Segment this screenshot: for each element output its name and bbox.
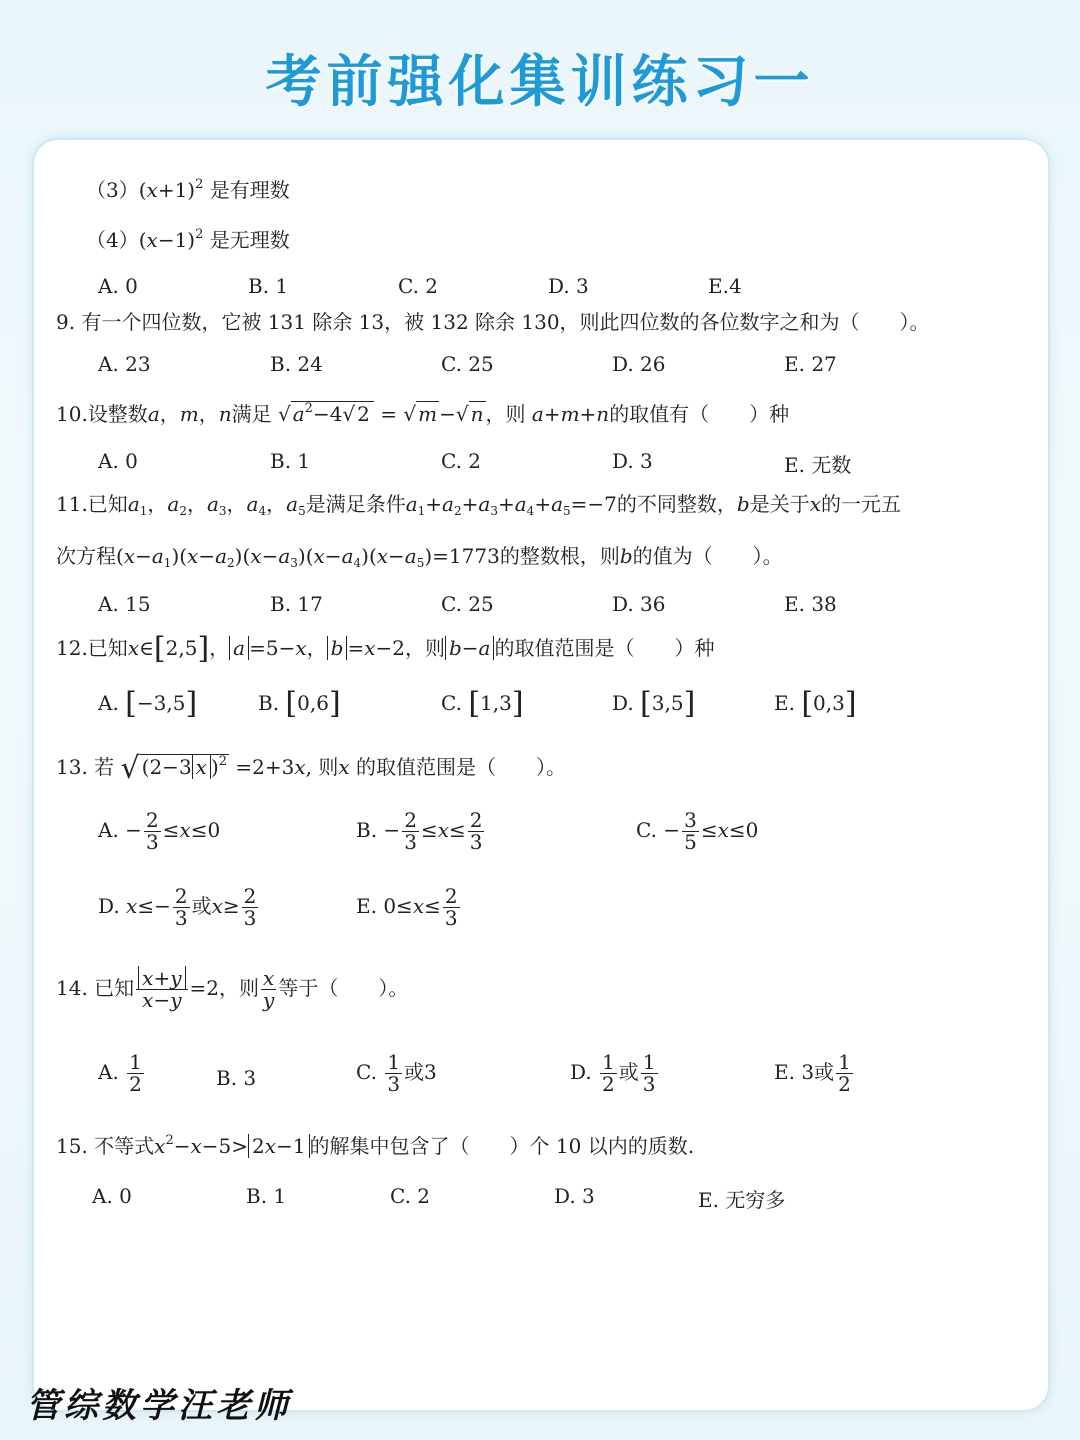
- q15-option-d[interactable]: D. 3: [554, 1184, 595, 1208]
- q13-option-b[interactable]: B. − $\frac{2}{3}$ ≤x≤ $\frac{2}{3}$: [356, 808, 483, 854]
- q9-text: 9. 有一个四位数，它被 131 除余 13，被 132 除余 130，则此四位数的各位数字之和为（ ）。: [56, 310, 930, 334]
- q13-option-c[interactable]: C. − $\frac{3}{5}$ ≤x≤0: [636, 808, 759, 854]
- q11-text-line2: 次方程$(x-a_1)(x-a_2)(x-a_3)(x-a_4)(x-a_5)=1773$的整数根，则b的值为（ ）。: [56, 544, 783, 570]
- q12-option-a[interactable]: A. [−3,5]: [98, 686, 198, 721]
- q14-option-a[interactable]: A. $\frac{1}{2}$: [98, 1050, 142, 1096]
- q11-text-line1: 11.已知$a_1$，$a_2$，$a_3$，$a_4$，$a_5$是满足条件$a_1+a_2+a_3+a_4+a_5=-7$的不同整数，b是关于x的一元五: [56, 492, 901, 518]
- q15-option-e[interactable]: E. 无穷多: [698, 1188, 786, 1212]
- q13-option-e[interactable]: E. 0≤x≤ $\frac{2}{3}$: [356, 884, 458, 930]
- q10-option-c[interactable]: C. 2: [441, 449, 482, 473]
- q14-option-e[interactable]: E. 3或 $\frac{1}{2}$: [774, 1050, 851, 1096]
- q8-option-a[interactable]: A. 0: [98, 274, 138, 298]
- q11-option-b[interactable]: B. 17: [270, 592, 323, 616]
- q13-text: 13. 若 √ (2−3 x )$^2$ =2+3x, 则x 的取值范围是（ ）。: [56, 751, 567, 786]
- q15-option-a[interactable]: A. 0: [92, 1184, 132, 1208]
- q12-option-b[interactable]: B. [0,6]: [258, 686, 341, 721]
- q15-text: 15. 不等式$x^2-x-5> 2x-1$ 的解集中包含了（ ）个 10 以内的质数.: [56, 1133, 695, 1158]
- q12-text: 12.已知x∈[2,5]， a =5−x， b =x−2，则 b−a 的取值范围是（ ）种: [56, 631, 715, 666]
- q12-option-c[interactable]: C. [1,3]: [441, 686, 524, 721]
- q8-option-d[interactable]: D. 3: [548, 274, 589, 298]
- q10-text: 10.设整数a，m，n满足 √ $a^2-4√$ 2 = √ m −√ n ，则 a+m+n的取值有（ ）种: [56, 401, 790, 426]
- q13-option-a[interactable]: A. − $\frac{2}{3}$ ≤x≤0: [98, 808, 221, 854]
- q11-option-e[interactable]: E. 38: [784, 592, 837, 616]
- q10-option-b[interactable]: B. 1: [270, 449, 311, 473]
- q13-option-d[interactable]: D. x≤− $\frac{2}{3}$ 或x≥ $\frac{2}{3}$: [98, 884, 257, 930]
- q8-option-e[interactable]: E.4: [708, 274, 742, 298]
- q15-option-b[interactable]: B. 1: [246, 1184, 287, 1208]
- q11-option-d[interactable]: D. 36: [612, 592, 666, 616]
- author-signature: 管综数学汪老师: [26, 1386, 292, 1426]
- q10-option-d[interactable]: D. 3: [612, 449, 653, 473]
- q14-option-b[interactable]: B. 3: [216, 1066, 257, 1090]
- q8-option-c[interactable]: C. 2: [398, 274, 439, 298]
- q14-option-c[interactable]: C. $\frac{1}{3}$ 或3: [356, 1050, 437, 1096]
- q9-option-e[interactable]: E. 27: [784, 352, 837, 376]
- q10-option-e[interactable]: E. 无数: [784, 453, 852, 477]
- q11-option-a[interactable]: A. 15: [98, 592, 151, 616]
- q9-option-b[interactable]: B. 24: [270, 352, 323, 376]
- q14-option-d[interactable]: D. $\frac{1}{2}$ 或 $\frac{1}{3}$: [570, 1050, 656, 1096]
- q8-option-b[interactable]: B. 1: [248, 274, 289, 298]
- q12-option-d[interactable]: D. [3,5]: [612, 686, 696, 721]
- q8-statement-3: $(3)(x+1)^2$ 是有理数: [86, 177, 290, 202]
- q9-option-c[interactable]: C. 25: [441, 352, 494, 376]
- q15-option-c[interactable]: C. 2: [390, 1184, 431, 1208]
- q9-option-a[interactable]: A. 23: [98, 352, 151, 376]
- q14-text: 14. 已知 $\frac{x+y}{x-y}$ =2，则 $\frac{x}{y}$ 等于（ ）。: [56, 966, 409, 1012]
- q9-option-d[interactable]: D. 26: [612, 352, 666, 376]
- page-title: 考前强化集训练习一: [265, 50, 815, 115]
- q10-option-a[interactable]: A. 0: [98, 449, 138, 473]
- q11-option-c[interactable]: C. 25: [441, 592, 494, 616]
- q12-option-e[interactable]: E. [0,3]: [774, 686, 857, 721]
- q8-statement-4: $(4)(x-1)^2$ 是无理数: [86, 227, 290, 252]
